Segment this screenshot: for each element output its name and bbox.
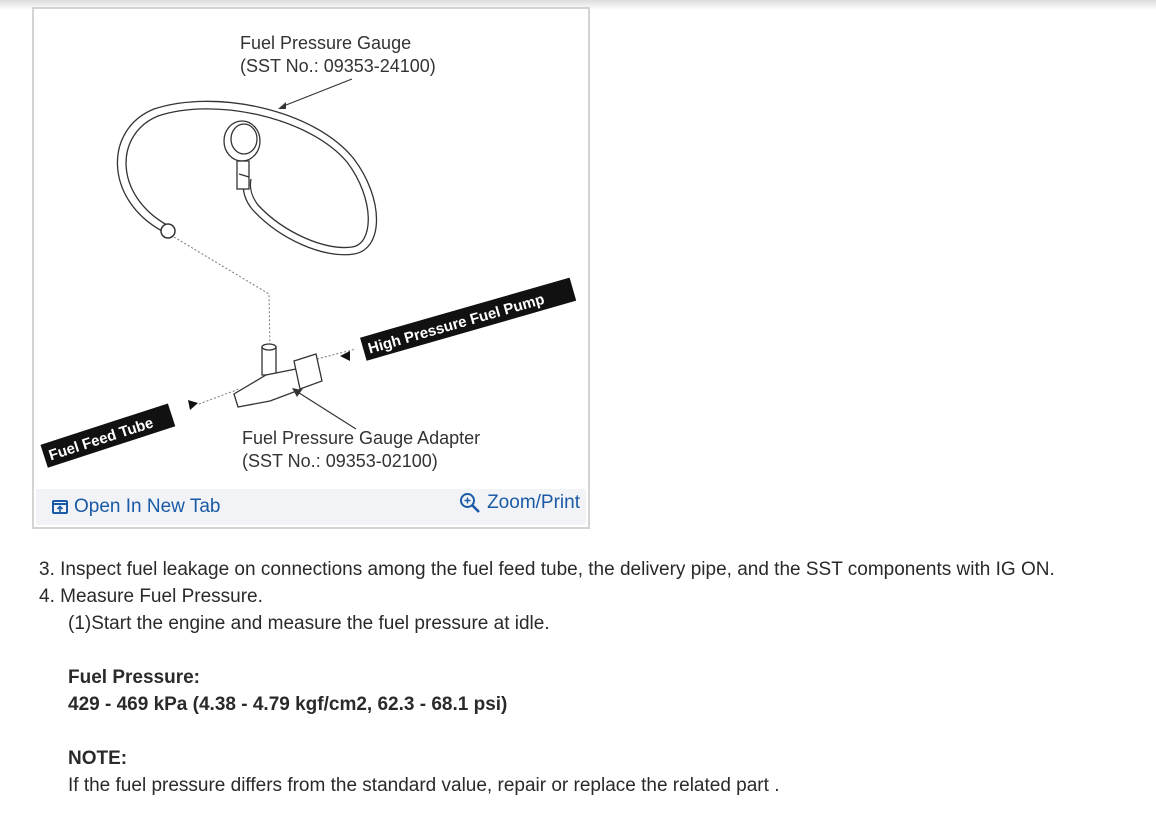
gauge-icon — [224, 121, 260, 189]
feed-arrow-icon — [188, 400, 198, 410]
zoom-print-label: Zoom/Print — [487, 492, 580, 513]
feed-tube-label: Fuel Feed Tube — [46, 414, 156, 465]
figure-card — [32, 7, 590, 529]
zoom-print-link[interactable] — [459, 492, 580, 514]
gauge-leader-line — [281, 79, 352, 107]
gauge-name-label: Fuel Pressure Gauge — [240, 33, 412, 53]
note-label: NOTE: — [68, 748, 128, 769]
pump-label-box — [360, 278, 576, 361]
open-in-new-tab-link[interactable] — [52, 496, 220, 518]
fuel-pressure-diagram[interactable] — [34, 9, 588, 487]
pump-label: High Pressure Fuel Pump — [366, 290, 547, 358]
adapter-name-label: Fuel Pressure Gauge Adapter — [242, 428, 481, 448]
substep-1: (1)Start the engine and measure the fuel pressure at idle. — [68, 613, 550, 634]
gauge-sst-label: (SST No.: 09353-24100) — [240, 56, 436, 76]
open-in-new-tab-icon — [52, 499, 68, 515]
hose-fitting-icon — [161, 224, 175, 238]
spec-label: Fuel Pressure: — [68, 667, 200, 688]
note-text: If the fuel pressure differs from the standard value, repair or replace the related part . — [68, 775, 780, 796]
procedure-text — [39, 556, 1055, 799]
figure-footer — [36, 489, 586, 525]
step-4: 4. Measure Fuel Pressure. — [39, 586, 263, 607]
zoom-in-icon — [459, 492, 481, 514]
adapter-leader-line — [296, 391, 356, 429]
open-in-new-tab-label: Open In New Tab — [74, 496, 221, 517]
adapter-icon — [234, 344, 322, 407]
spec-value: 429 - 469 kPa (4.38 - 4.79 kgf/cm2, 62.3 - 68.1 psi) — [68, 694, 508, 715]
feed-tube-label-box — [40, 403, 175, 467]
step-3: 3. Inspect fuel leakage on connections among the fuel feed tube, the delivery pipe, and the SST components with IG ON. — [39, 559, 1055, 580]
leader-arrowhead — [278, 102, 286, 109]
adapter-sst-label: (SST No.: 09353-02100) — [242, 451, 438, 471]
